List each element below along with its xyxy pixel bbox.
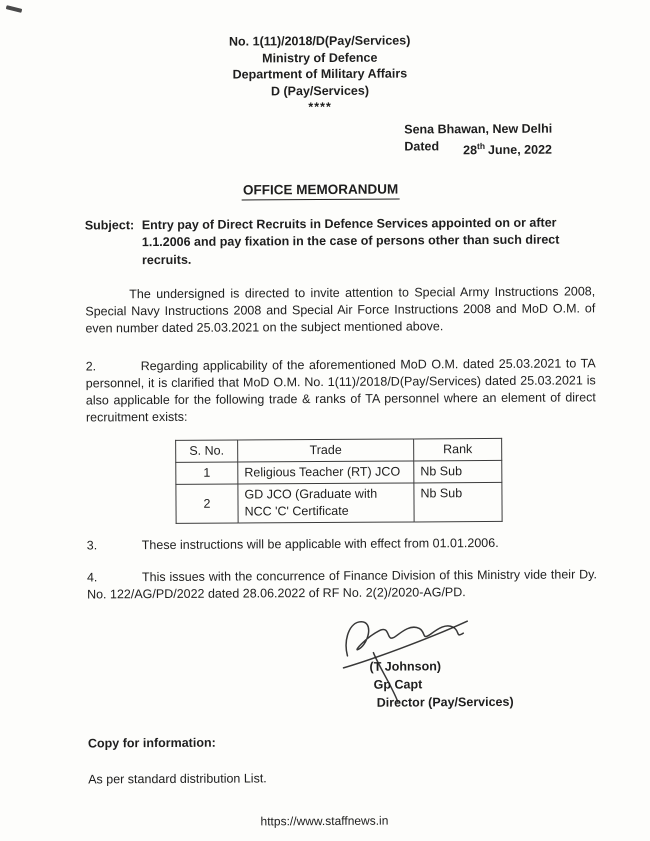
paragraph-4 — [87, 566, 597, 603]
separator-stars: **** — [308, 99, 332, 115]
department-name: Department of Military Affairs — [232, 66, 408, 82]
paragraph-1: The undersigned is directed to invite attention to Special Army Instructions 2008, Special Navy Instructions 2008 and Special Air Force Instructions 2008 and MoD O.M. of even number dated 25.03.2021 on the subject mentioned above. — [85, 284, 596, 336]
table-header-row — [176, 439, 502, 463]
cell-trade: GD JCO (Graduate with NCC 'C' Certificate — [238, 483, 414, 523]
table-row — [176, 483, 502, 524]
signature-block — [369, 657, 579, 712]
subject-text: Entry pay of Direct Recruits in Defence Services appointed on or after 1.1.2006 and pay fixation in the case of persons other than such direct recruits. — [141, 215, 560, 267]
paragraph-2 — [86, 356, 596, 427]
reference-number: No. 1(11)/2018/D(Pay/Services) — [228, 33, 411, 49]
signatory-designation: Director (Pay/Services) — [376, 695, 514, 710]
header-sno: S. No. — [176, 440, 238, 462]
ministry-name: Ministry of Defence — [262, 50, 378, 65]
cell-rank: Nb Sub — [414, 483, 502, 523]
cell-rank: Nb Sub — [414, 461, 502, 484]
paragraph-number: 3. — [86, 538, 98, 553]
paragraph-text: This issues with the concurrence of Finance Division of this Ministry vide their Dy. No. 122/AG/PD/2022 dated 28.06.2022 of RF No. 2(2)/2020-AG/PD. — [87, 567, 597, 602]
cell-sno: 1 — [176, 462, 238, 484]
date-rest: June, 2022 — [487, 142, 552, 157]
dateline — [404, 120, 594, 159]
trade-rank-table — [175, 438, 503, 524]
letterhead — [84, 31, 594, 117]
table-row — [176, 461, 502, 485]
document-title — [85, 179, 595, 199]
paragraph-3 — [87, 534, 597, 554]
copy-for-information-label: Copy for information: — [87, 735, 216, 751]
paragraph-number: 2. — [85, 359, 97, 374]
distribution-note: As per standard distribution List. — [88, 771, 267, 787]
paragraph-text: These instructions will be applicable with effect from 01.01.2006. — [141, 536, 499, 553]
date-ordinal: th — [476, 140, 486, 151]
signatory-name: (T Johnson) — [369, 659, 442, 674]
source-website: https://www.staffnews.in — [260, 813, 389, 829]
paragraph-number: 4. — [86, 570, 98, 585]
date-day: 28 — [463, 142, 478, 157]
cell-trade: Religious Teacher (RT) JCO — [238, 461, 414, 484]
date-value — [463, 137, 552, 159]
date-line — [404, 137, 594, 159]
place-line: Sena Bhawan, New Delhi — [404, 121, 553, 137]
signatory-rank: Gp Capt — [373, 677, 423, 692]
subject-label: Subject: — [84, 217, 135, 233]
dated-label: Dated — [404, 138, 440, 154]
header-trade: Trade — [238, 439, 414, 462]
cell-sno: 2 — [176, 484, 238, 523]
document-title-text: OFFICE MEMORANDUM — [242, 181, 399, 200]
header-rank: Rank — [414, 439, 502, 462]
paragraph-text: Regarding applicability of the aforementioned MoD O.M. dated 25.03.2021 to TA personnel, it is clarified that MoD O.M. No. 1(11)/2018/D(Pay/Services) dated 25.03.2021 is also applicable for the following trade & ranks of TA personnel where an element of direct recruitment exists: — [85, 356, 596, 425]
division-name: D (Pay/Services) — [270, 83, 370, 98]
subject-block — [85, 214, 595, 270]
